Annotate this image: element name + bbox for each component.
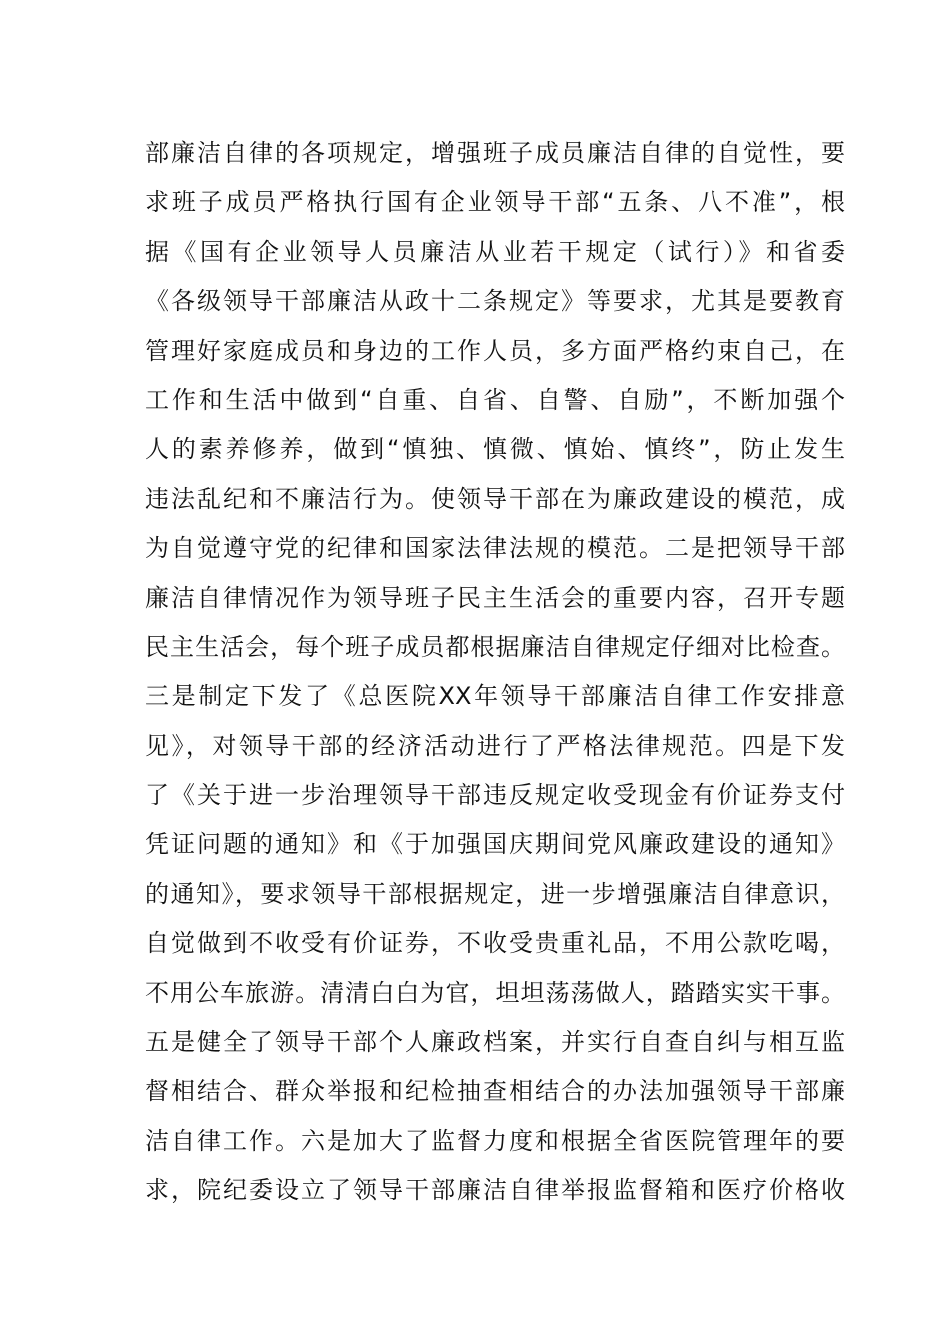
text-line: 自觉做到不收受有价证券，不收受贵重礼品，不用公款吃喝， <box>145 929 845 958</box>
text-line: 不用公车旅游。清清白白为官，坦坦荡荡做人，踏踏实实干事。 <box>145 978 845 1007</box>
text-line: 见》，对领导干部的经济活动进行了严格法律规范。四是下发 <box>145 731 845 760</box>
text-line: 民主生活会，每个班子成员都根据廉洁自律规定仔细对比检查。 <box>145 632 845 661</box>
text-line: 凭证问题的通知》和《于加强国庆期间党风廉政建设的通知》 <box>145 830 845 859</box>
text-line: 洁自律工作。六是加大了监督力度和根据全省医院管理年的要 <box>145 1126 845 1155</box>
text-line: 的通知》，要求领导干部根据规定，进一步增强廉洁自律意识， <box>145 879 845 908</box>
text-line: 了《关于进一步治理领导干部违反规定收受现金有价证券支付 <box>145 781 845 810</box>
text-line: 工作和生活中做到“自重、自省、自警、自励”，不断加强个 <box>145 385 845 414</box>
text-line: 三是制定下发了《总医院XX年领导干部廉洁自律工作安排意 <box>145 682 845 711</box>
body-text <box>145 129 845 1216</box>
text-line: 求，院纪委设立了领导干部廉洁自律举报监督箱和医疗价格收 <box>145 1176 845 1205</box>
text-line: 部廉洁自律的各项规定，增强班子成员廉洁自律的自觉性，要 <box>145 139 845 167</box>
text-line: 督相结合、群众举报和纪检抽查相结合的办法加强领导干部廉 <box>145 1077 845 1106</box>
text-line: 《各级领导干部廉洁从政十二条规定》等要求，尤其是要教育 <box>145 287 845 316</box>
text-line: 为自觉遵守党的纪律和国家法律法规的模范。二是把领导干部 <box>145 534 845 563</box>
text-line: 违法乱纪和不廉洁行为。使领导干部在为廉政建设的模范，成 <box>145 484 845 513</box>
text-line: 求班子成员严格执行国有企业领导干部“五条、八不准”，根 <box>145 188 845 217</box>
text-line: 管理好家庭成员和身边的工作人员，多方面严格约束自己，在 <box>145 336 845 365</box>
text-line: 人的素养修养，做到“慎独、慎微、慎始、慎终”，防止发生 <box>145 435 845 464</box>
text-line: 据《国有企业领导人员廉洁从业若干规定（试行）》和省委 <box>145 237 845 266</box>
text-line: 五是健全了领导干部个人廉政档案，并实行自查自纠与相互监 <box>145 1028 845 1057</box>
text-line: 廉洁自律情况作为领导班子民主生活会的重要内容，召开专题 <box>145 583 845 612</box>
